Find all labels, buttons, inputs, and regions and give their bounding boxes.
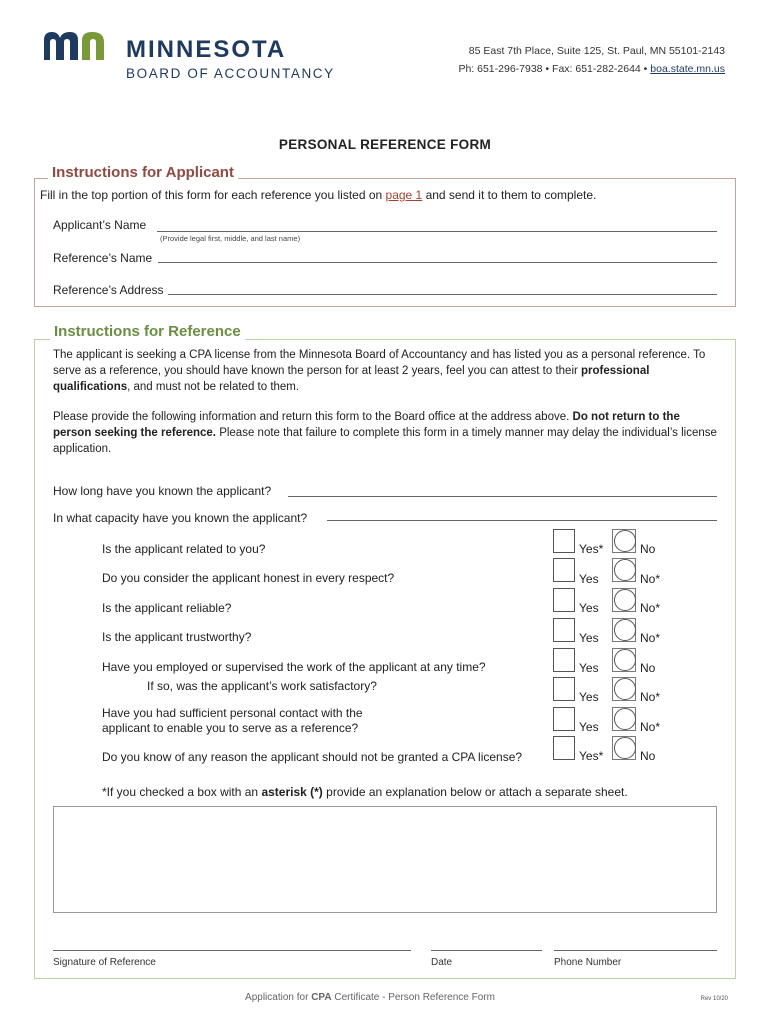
revision-label: Rev 10/20 — [700, 996, 728, 1002]
reference-section-legend: Instructions for Reference — [50, 323, 245, 340]
capacity-field[interactable] — [327, 520, 717, 521]
asterisk-note-bold: asterisk (*) — [261, 785, 323, 799]
q3-no-label: No* — [640, 601, 661, 615]
q1-no-radio[interactable] — [614, 530, 636, 552]
date-label: Date — [431, 957, 453, 968]
footer-text-bold: CPA — [311, 992, 332, 1003]
page-1-link[interactable]: page 1 — [385, 188, 423, 202]
question-1: Is the applicant related to you? — [102, 542, 266, 556]
form-title: PERSONAL REFERENCE FORM — [278, 137, 492, 152]
applicant-name-hint: (Provide legal first, middle, and last name) — [160, 234, 301, 243]
q7-no-label: No* — [640, 720, 661, 734]
address-line: 85 East 7th Place, Suite 125, St. Paul, MN 55101-2143 — [468, 45, 725, 57]
applicant-section-legend: Instructions for Applicant — [48, 164, 238, 181]
q5-yes-label: Yes — [579, 661, 599, 675]
org-name: MINNESOTA — [126, 36, 287, 63]
footer-text-b: Certificate - Person Reference Form — [334, 992, 495, 1003]
q8-yes-label: Yes* — [579, 749, 604, 763]
q1-yes-label: Yes* — [579, 542, 604, 556]
intro-text-end: and send it to them to complete. — [425, 188, 597, 202]
contact-numbers: Ph: 651-296-7938 • Fax: 651-282-2644 • — [458, 63, 648, 75]
question-8: Do you know of any reason the applicant should not be granted a CPA license? — [102, 750, 523, 764]
q2-yes-label: Yes — [579, 572, 599, 586]
q4-no-radio[interactable] — [614, 619, 636, 641]
question-3: Is the applicant reliable? — [102, 601, 232, 615]
asterisk-note — [102, 785, 628, 799]
para1-bold: professional qualifications — [53, 365, 650, 393]
reference-paragraph-1 — [53, 347, 718, 395]
q5-yes-checkbox[interactable] — [553, 648, 575, 672]
q8-no-radio[interactable] — [614, 737, 636, 759]
applicant-name-label: Applicant’s Name — [53, 218, 147, 232]
applicant-intro — [40, 188, 596, 202]
q4-yes-label: Yes — [579, 631, 599, 645]
how-long-label: How long have you known the applicant? — [53, 484, 272, 498]
q2-no-radio[interactable] — [614, 559, 636, 581]
para2-bold: Do not return to the person seeking the reference. — [53, 411, 680, 439]
q1-no-label: No — [640, 542, 656, 556]
footer-text-a: Application for — [245, 992, 309, 1003]
reference-paragraph-2 — [53, 409, 718, 457]
question-7: Have you had sufficient personal contact with the — [102, 706, 363, 720]
q4-yes-checkbox[interactable] — [553, 618, 575, 642]
q6-no-label: No* — [640, 690, 661, 704]
footer-text — [0, 992, 740, 1003]
q3-yes-checkbox[interactable] — [553, 588, 575, 612]
date-field[interactable] — [431, 950, 542, 951]
asterisk-note-text-end: provide an explanation below or attach a separate sheet. — [326, 785, 628, 799]
intro-text: Fill in the top portion of this form for each reference you listed on — [40, 188, 383, 202]
q2-no-label: No* — [640, 572, 661, 586]
reference-address-field[interactable] — [168, 294, 717, 295]
q2-yes-checkbox[interactable] — [553, 558, 575, 582]
phone-field[interactable] — [554, 950, 717, 951]
q5-no-radio[interactable] — [614, 649, 636, 671]
q6-yes-label: Yes — [579, 690, 599, 704]
q7-yes-checkbox[interactable] — [553, 707, 575, 731]
explanation-textarea[interactable] — [53, 806, 717, 913]
question-4: Is the applicant trustworthy? — [102, 630, 252, 644]
question-6: If so, was the applicant’s work satisfactory? — [147, 679, 377, 693]
q7-no-radio[interactable] — [614, 708, 636, 730]
signature-label: Signature of Reference — [53, 957, 156, 968]
asterisk-note-text: *If you checked a box with an — [102, 785, 259, 799]
question-2: Do you consider the applicant honest in every respect? — [102, 571, 395, 585]
org-subtitle: BOARD OF ACCOUNTANCY — [126, 66, 335, 81]
para1-text-end: , and must not be related to them. — [127, 381, 300, 393]
q8-no-label: No — [640, 749, 656, 763]
q1-yes-checkbox[interactable] — [553, 529, 575, 553]
q7-yes-label: Yes — [579, 720, 599, 734]
reference-name-label: Reference’s Name — [53, 251, 153, 265]
contact-line — [458, 63, 725, 75]
mn-logo-icon — [42, 30, 114, 62]
para2-text-end: Please note that failure to complete this form in a timely manner may delay the individual’s license application. — [53, 427, 717, 455]
applicant-name-field[interactable] — [157, 231, 717, 232]
question-7-cont: applicant to enable you to serve as a reference? — [102, 721, 359, 735]
q5-no-label: No — [640, 661, 656, 675]
capacity-label: In what capacity have you known the applicant? — [53, 511, 308, 525]
how-long-field[interactable] — [288, 496, 717, 497]
q4-no-label: No* — [640, 631, 661, 645]
reference-name-field[interactable] — [158, 262, 717, 263]
q3-yes-label: Yes — [579, 601, 599, 615]
q6-no-radio[interactable] — [614, 678, 636, 700]
q8-yes-checkbox[interactable] — [553, 736, 575, 760]
phone-label: Phone Number — [554, 957, 622, 968]
para1-text: The applicant is seeking a CPA license from the Minnesota Board of Accountancy and has listed you as a personal reference. To serve as a reference, you should have known the person for at least 2 years, feel you can attest to their — [53, 349, 706, 377]
reference-address-label: Reference’s Address — [53, 283, 164, 297]
question-5: Have you employed or supervised the work of the applicant at any time? — [102, 660, 486, 674]
website-link[interactable]: boa.state.mn.us — [650, 63, 725, 75]
q6-yes-checkbox[interactable] — [553, 677, 575, 701]
q3-no-radio[interactable] — [614, 589, 636, 611]
para2-text: Please provide the following information and return this form to the Board office at the address above. — [53, 411, 570, 423]
signature-field[interactable] — [53, 950, 411, 951]
